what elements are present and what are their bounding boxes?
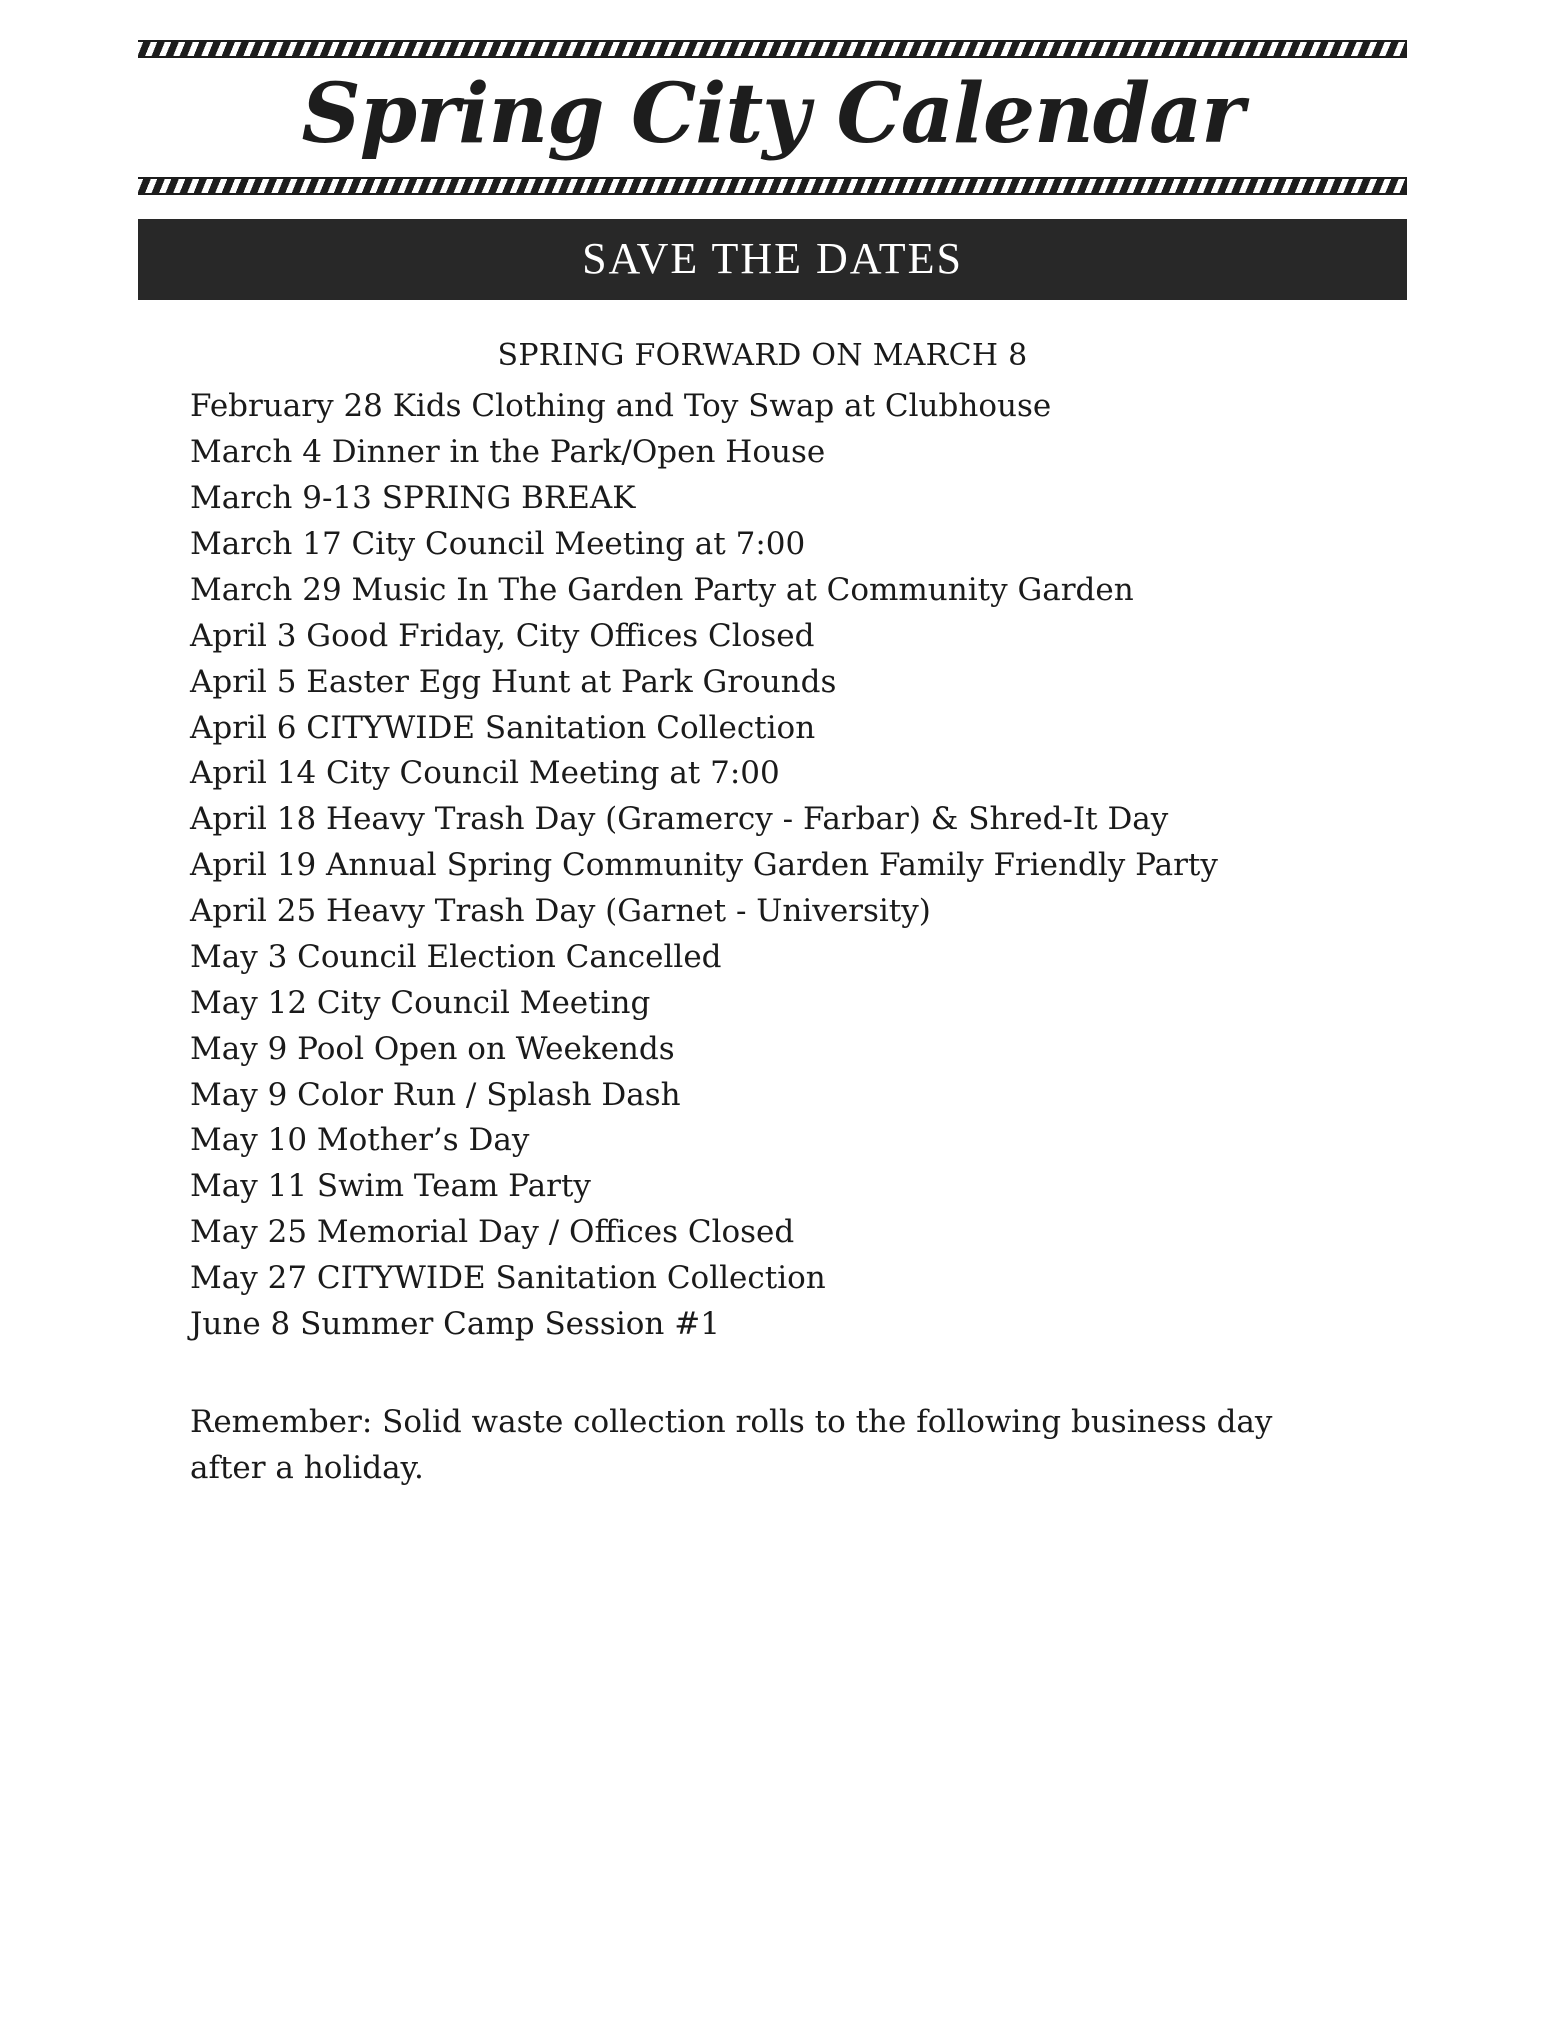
event-list	[190, 384, 1355, 1347]
list-item: April 25 Heavy Trash Day (Garnet - University)	[190, 893, 931, 930]
page-title: Spring City Calendar	[301, 66, 1244, 162]
save-the-dates-banner: SAVE THE DATES	[138, 219, 1407, 300]
list-item: April 18 Heavy Trash Day (Gramercy - Farbar) & Shred-It Day	[190, 801, 1169, 838]
list-item: May 25 Memorial Day / Offices Closed	[190, 1214, 795, 1251]
masthead	[138, 40, 1407, 195]
list-item: May 10 Mother’s Day	[190, 1122, 530, 1159]
list-item: April 19 Annual Spring Community Garden Family Friendly Party	[190, 847, 1218, 884]
list-item: March 29 Music In The Garden Party at Community Garden	[190, 571, 1134, 608]
decorative-rule-top	[138, 40, 1407, 58]
list-item: May 27 CITYWIDE Sanitation Collection	[190, 1260, 826, 1297]
list-item: March 9-13 SPRING BREAK	[190, 480, 636, 517]
list-item: May 12 City Council Meeting	[190, 984, 651, 1021]
list-item: March 4 Dinner in the Park/Open House	[190, 434, 826, 471]
list-item: May 9 Color Run / Splash Dash	[190, 1076, 681, 1113]
list-item: May 11 Swim Team Party	[190, 1168, 591, 1205]
list-item: March 17 City Council Meeting at 7:00	[190, 526, 806, 563]
calendar-content	[190, 334, 1355, 1492]
list-item: June 8 Summer Camp Session #1	[190, 1305, 720, 1342]
decorative-rule-bottom	[138, 177, 1407, 195]
list-item: February 28 Kids Clothing and Toy Swap at Clubhouse	[190, 388, 1052, 425]
list-item: April 6 CITYWIDE Sanitation Collection	[190, 709, 816, 746]
footnote-text: Remember: Solid waste collection rolls to the following business day after a holiday.	[190, 1403, 1273, 1486]
list-item: April 3 Good Friday, City Offices Closed	[190, 617, 815, 654]
list-item: April 14 City Council Meeting at 7:00	[190, 755, 780, 792]
document-page	[0, 40, 1545, 2040]
list-item: May 9 Pool Open on Weekends	[190, 1030, 675, 1067]
list-item: April 5 Easter Egg Hunt at Park Grounds	[190, 663, 837, 700]
list-item: May 3 Council Election Cancelled	[190, 938, 722, 975]
spring-forward-note: SPRING FORWARD ON MARCH 8	[497, 337, 1028, 373]
